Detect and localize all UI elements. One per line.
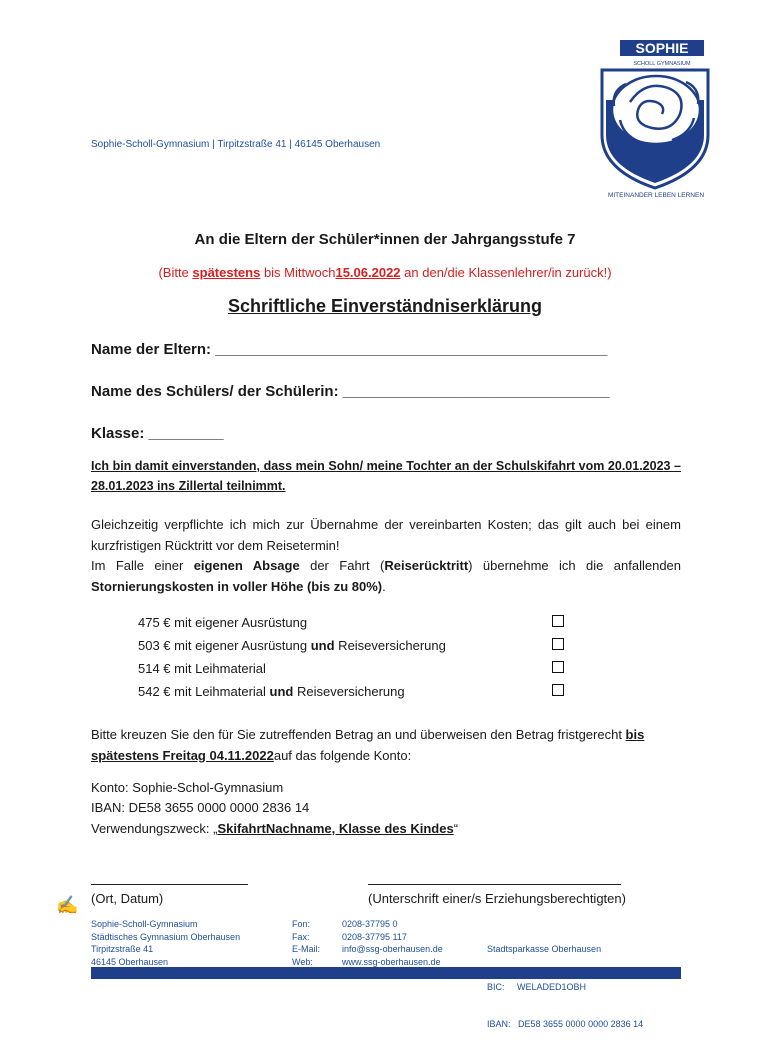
option-checkbox[interactable] bbox=[552, 684, 564, 696]
writing-hand-icon: ✍ bbox=[56, 895, 79, 915]
footer-bar bbox=[91, 967, 681, 979]
consent-statement: Ich bin damit einverstanden, dass mein Sohn/ meine Tochter an der Schulskifahrt vom 20.01.2023 – 28.01.2023 ins Zillertal teilnimmt. bbox=[91, 459, 681, 493]
option-checkbox[interactable] bbox=[552, 638, 564, 650]
deadline-notice: (Bitte spätestens bis Mittwoch15.06.2022 an den/die Klassenlehrer/in zurück!) bbox=[158, 265, 612, 280]
sender-line: Sophie-Scholl-Gymnasium | Tirpitzstraße 41 | 46145 Oberhausen bbox=[91, 139, 381, 150]
parent-name-field[interactable]: Name der Eltern: _______________________________________________ bbox=[91, 341, 608, 358]
payment-instructions: Bitte kreuzen Sie den für Sie zutreffenden Betrag an und überweisen den Betrag fristgerecht bis spätestens Freitag 04.11.2022auf das folgende Konto: bbox=[91, 727, 645, 763]
place-date-line[interactable] bbox=[91, 884, 248, 885]
account-name: Konto: Sophie-Schol-Gymnasium bbox=[91, 780, 284, 795]
form-heading: Schriftliche Einverständniserklärung bbox=[227, 296, 543, 316]
logo-subtext: SCHOLL GYMNASIUM bbox=[633, 61, 691, 67]
signature-line[interactable] bbox=[368, 884, 621, 885]
option-label: 514 € mit Leihmaterial bbox=[138, 661, 266, 676]
footer-contact-labels: Fon: Fax: E-Mail: Web: bbox=[292, 919, 321, 967]
logo-motto: MITEINANDER LEBEN LERNEN bbox=[607, 192, 705, 199]
option-checkbox[interactable] bbox=[552, 661, 564, 673]
footer-bank: Stadtsparkasse Oberhausen BIC: WELADED1OBH IBAN: DE58 3655 0000 0000 2836 14 bbox=[487, 944, 644, 1029]
option-label: 503 € mit eigener Ausrüstung und Reiseversicherung bbox=[138, 638, 446, 653]
option-checkbox[interactable] bbox=[552, 615, 564, 627]
web-link[interactable]: www.ssg-oberhausen.de bbox=[342, 956, 441, 967]
cost-paragraph: Gleichzeitig verpflichte ich mich zur Übernahme der vereinbarten Kosten; das gilt auch bei einem kurzfristigen Rücktritt vor dem Reisetermin! Im Falle einer eigenen Absage der Fahrt (Reiserücktritt) übernehme ich die anfallenden Stornierungskosten in voller Höhe (bis zu 80%). bbox=[91, 517, 682, 594]
email-link[interactable]: info@ssg-oberhausen.de bbox=[342, 944, 443, 954]
page-title: An die Eltern der Schüler*innen der Jahrgangsstufe 7 bbox=[194, 231, 576, 248]
footer-address: Sophie-Scholl-Gymnasium Städtisches Gymnasium Oberhausen Tirpitzstraße 41 46145 Oberhausen bbox=[91, 919, 241, 967]
place-date-label: (Ort, Datum) bbox=[91, 891, 164, 906]
school-logo bbox=[590, 40, 710, 200]
signature-label: (Unterschrift einer/s Erziehungsberechtigten) bbox=[368, 891, 626, 906]
class-field[interactable]: Klasse: _________ bbox=[91, 425, 224, 442]
logo-text: SOPHIE bbox=[635, 40, 689, 56]
payment-reference: Verwendungszweck: „SkifahrtNachname, Klasse des Kindes“ bbox=[91, 821, 459, 836]
option-label: 542 € mit Leihmaterial und Reiseversicherung bbox=[138, 684, 405, 699]
account-iban: IBAN: DE58 3655 0000 0000 2836 14 bbox=[91, 800, 310, 815]
footer-contact-values: 0208-37795 0 0208-37795 117 info@ssg-oberhausen.de www.ssg-oberhausen.de bbox=[342, 919, 443, 967]
option-label: 475 € mit eigener Ausrüstung bbox=[138, 615, 308, 630]
student-name-field[interactable]: Name des Schülers/ der Schülerin: ________________________________ bbox=[91, 383, 610, 400]
